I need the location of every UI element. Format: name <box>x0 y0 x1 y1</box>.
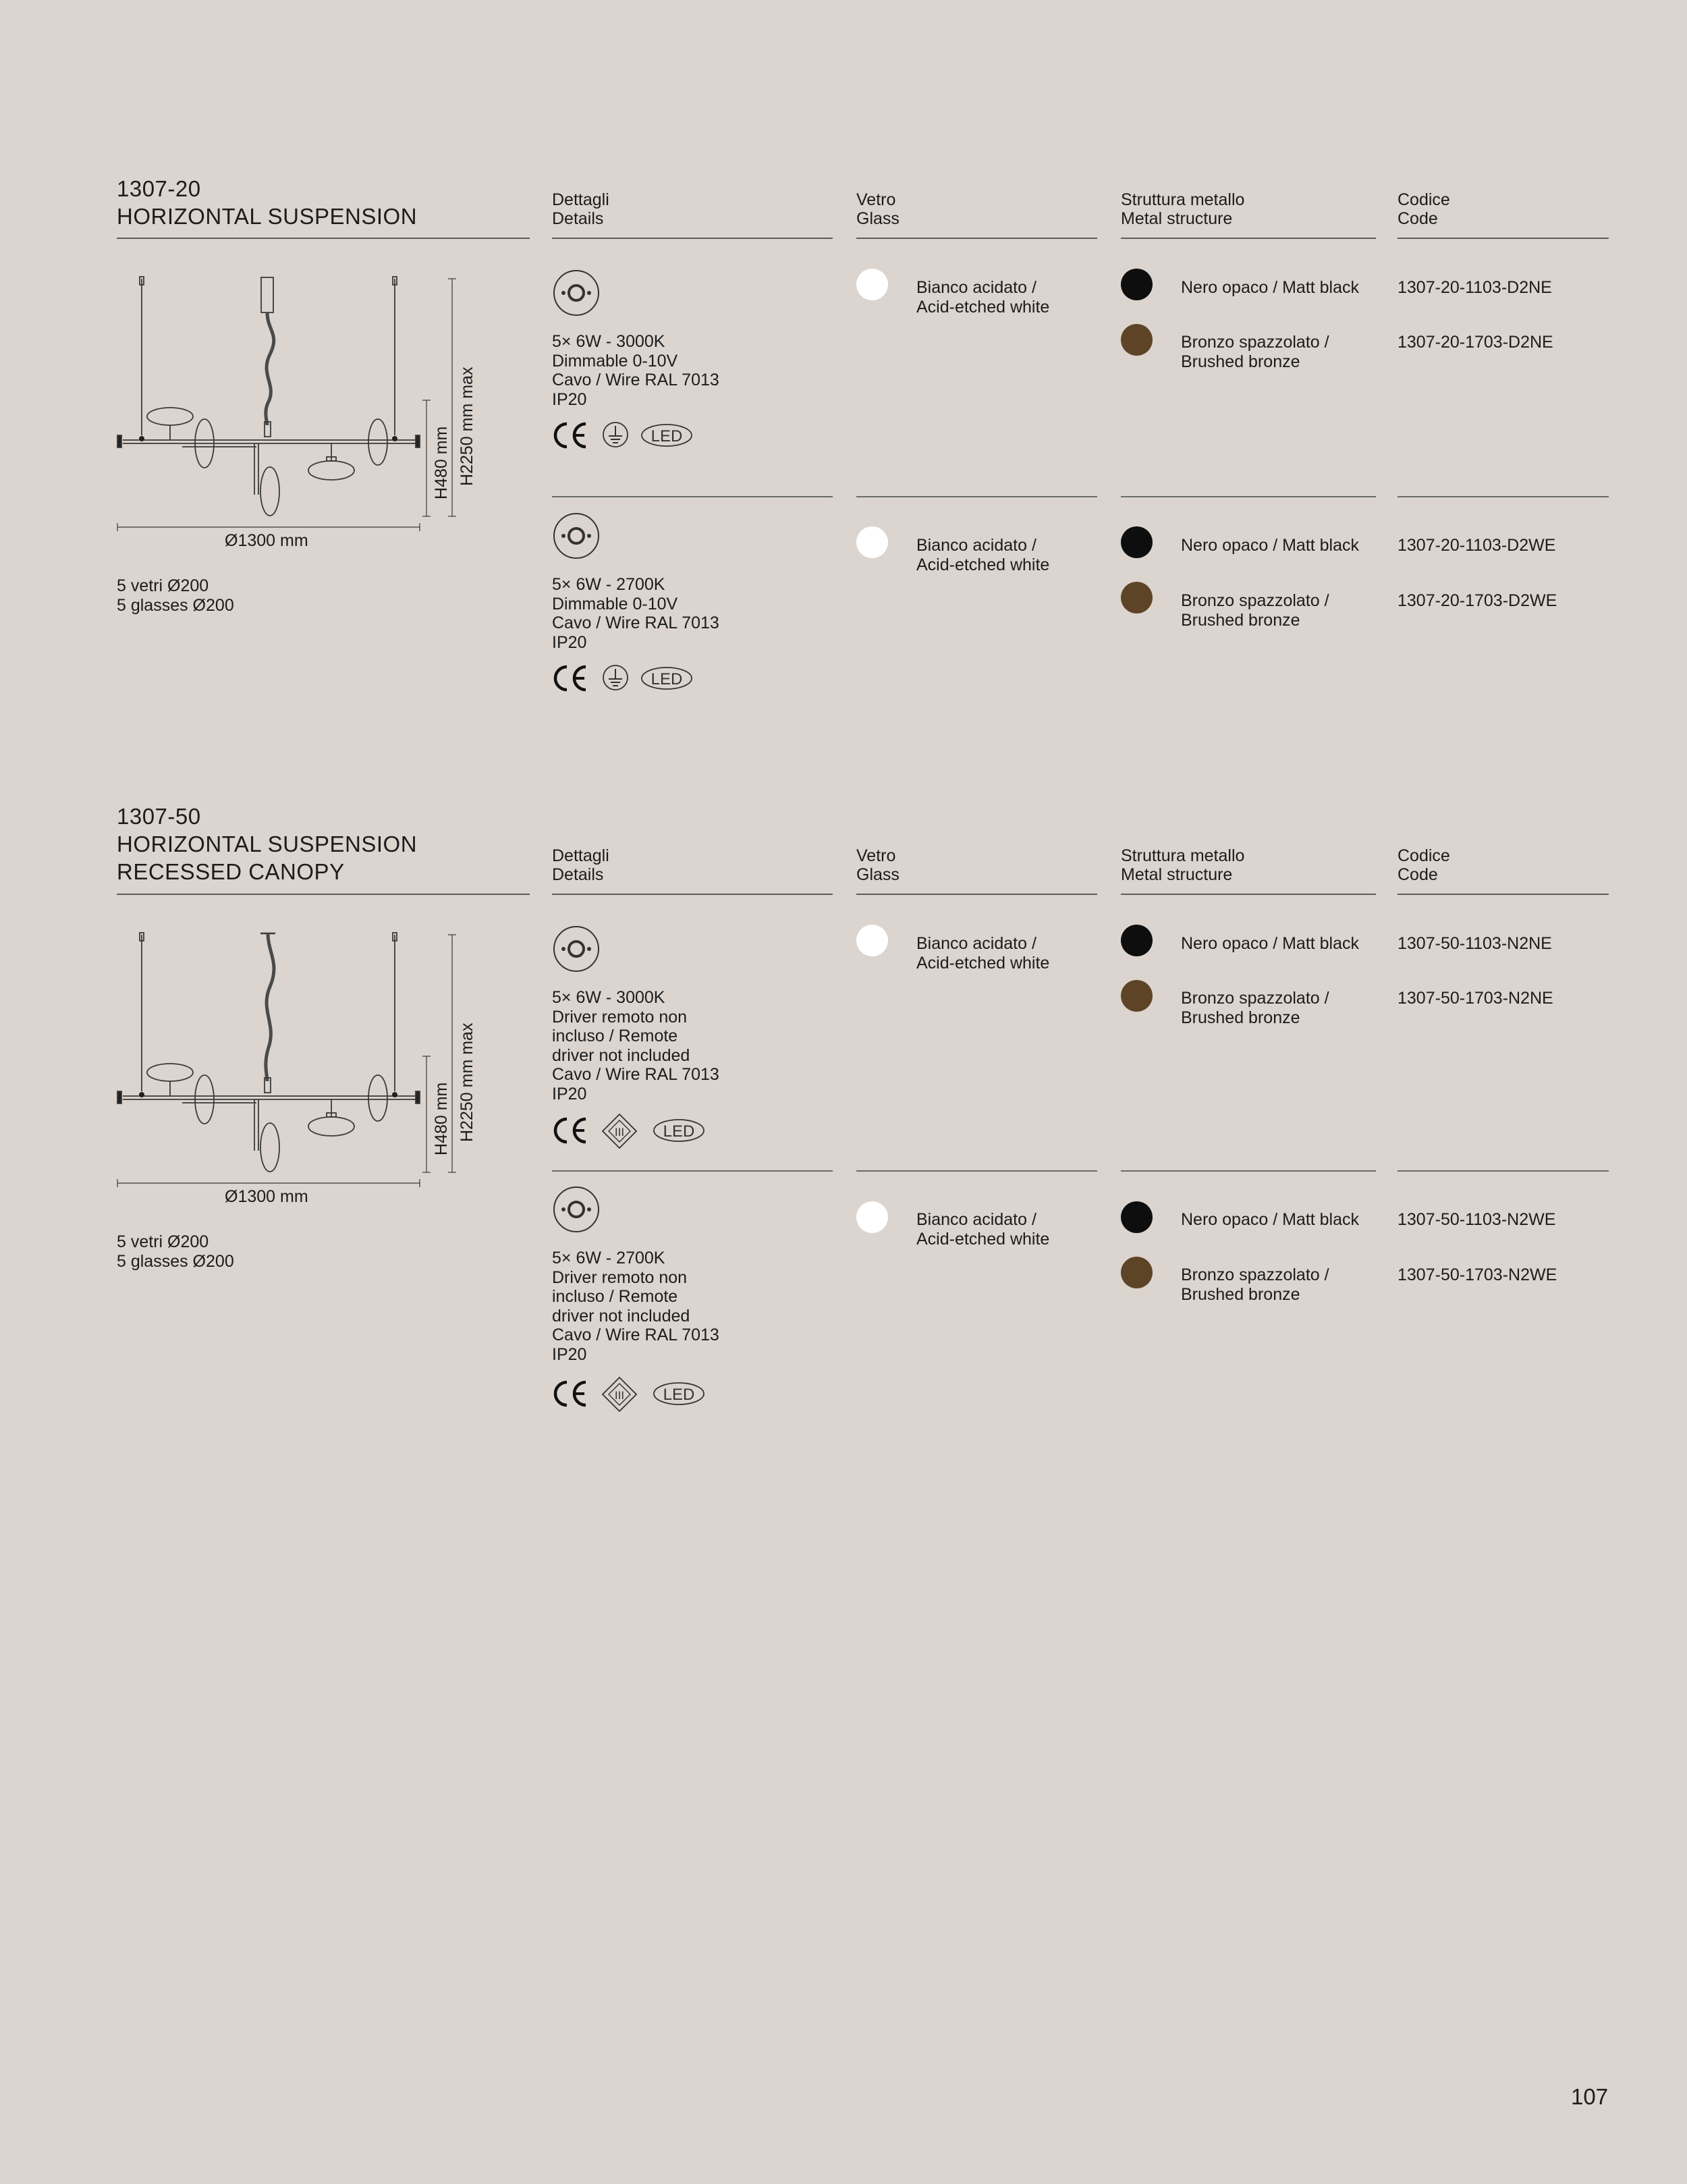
finish-label: Nero opaco / Matt black <box>1181 536 1360 555</box>
ground-symbol-icon <box>602 664 629 691</box>
glass-label: Bianco acidato / Acid-etched white <box>916 536 1050 574</box>
details-header: Dettagli Details <box>552 190 609 228</box>
led-badge-icon <box>652 1381 706 1407</box>
structure-header: Struttura metallo Metal structure <box>1121 846 1245 884</box>
finish-swatch-black <box>1121 925 1153 956</box>
product-name: HORIZONTAL SUSPENSION <box>117 831 418 856</box>
code-header: Codice Code <box>1398 190 1450 228</box>
product-code: 1307-20-1103-D2WE <box>1398 536 1556 555</box>
variant-divider <box>856 496 1097 497</box>
max-height-dimension: H2250 mm max <box>458 1022 476 1142</box>
ce-mark-icon <box>551 1115 591 1146</box>
height-dimension: H480 mm <box>432 426 451 499</box>
header-divider <box>1121 894 1376 895</box>
height-dimension: H480 mm <box>432 1082 451 1155</box>
glass-swatch-white <box>856 526 888 558</box>
details-header: Dettagli Details <box>552 846 609 884</box>
finish-swatch-black <box>1121 526 1153 558</box>
page-number: 107 <box>1571 2084 1609 2109</box>
product-code: 1307-20-1103-D2NE <box>1398 278 1552 297</box>
product-name-sub: RECESSED CANOPY <box>117 859 345 884</box>
variant-divider <box>1121 1170 1376 1172</box>
glass-header: Vetro Glass <box>856 846 900 884</box>
header-divider <box>856 238 1097 239</box>
finish-swatch-bronze <box>1121 1257 1153 1288</box>
svg-text:LED: LED <box>651 670 683 688</box>
led-badge-icon <box>652 1118 706 1143</box>
variant-divider <box>552 496 833 497</box>
ground-symbol-icon <box>602 421 629 448</box>
svg-text:LED: LED <box>663 1122 695 1141</box>
product-name: HORIZONTAL SUSPENSION <box>117 204 418 229</box>
svg-text:III: III <box>614 1389 625 1402</box>
variant-divider <box>1398 496 1609 497</box>
product-code: 1307-50-1103-N2WE <box>1398 1210 1556 1229</box>
max-height-dimension: H2250 mm max <box>458 366 476 486</box>
header-divider <box>552 238 833 239</box>
spec-list: 5× 6W - 3000K Driver remoto non incluso / Remote driver not included Cavo / Wire RAL 7013 IP20 <box>552 988 719 1103</box>
finish-label: Bronzo spazzolato / Brushed bronze <box>1181 989 1329 1027</box>
glasses-note: 5 vetri Ø200 5 glasses Ø200 <box>117 576 234 615</box>
finish-swatch-bronze <box>1121 582 1153 613</box>
title-divider <box>117 238 530 239</box>
header-divider <box>1398 894 1609 895</box>
dimmer-icon <box>552 269 601 317</box>
glass-swatch-white <box>856 1201 888 1233</box>
ce-mark-icon <box>551 663 591 694</box>
dimmer-icon <box>552 925 601 973</box>
dimmer-icon <box>552 512 601 560</box>
width-dimension: Ø1300 mm <box>225 1187 308 1206</box>
svg-text:III: III <box>614 1126 625 1139</box>
width-dimension: Ø1300 mm <box>225 531 308 550</box>
header-divider <box>1121 238 1376 239</box>
ce-mark-icon <box>551 1378 591 1409</box>
product-code: 1307-50-1703-N2NE <box>1398 989 1553 1008</box>
finish-label: Bronzo spazzolato / Brushed bronze <box>1181 333 1329 371</box>
glass-label: Bianco acidato / Acid-etched white <box>916 278 1050 317</box>
finish-label: Nero opaco / Matt black <box>1181 278 1360 297</box>
product-code-title: 1307-50 <box>117 804 201 829</box>
spec-list: 5× 6W - 3000K Dimmable 0-10V Cavo / Wire RAL 7013 IP20 <box>552 332 719 409</box>
technical-drawing <box>108 923 486 1213</box>
variant-divider <box>1121 496 1376 497</box>
led-badge-icon <box>640 665 694 691</box>
spec-list: 5× 6W - 2700K Dimmable 0-10V Cavo / Wire RAL 7013 IP20 <box>552 575 719 652</box>
finish-swatch-bronze <box>1121 980 1153 1012</box>
product-code-title: 1307-20 <box>117 176 201 201</box>
variant-divider <box>856 1170 1097 1172</box>
ce-mark-icon <box>551 420 591 451</box>
header-divider <box>856 894 1097 895</box>
title-divider <box>117 894 530 895</box>
code-header: Codice Code <box>1398 846 1450 884</box>
led-badge-icon <box>640 422 694 448</box>
finish-swatch-bronze <box>1121 324 1153 356</box>
header-divider <box>552 894 833 895</box>
class-iii-icon <box>601 1375 638 1413</box>
glass-label: Bianco acidato / Acid-etched white <box>916 1210 1050 1249</box>
svg-text:LED: LED <box>663 1386 695 1404</box>
product-code: 1307-50-1103-N2NE <box>1398 934 1552 953</box>
finish-swatch-black <box>1121 1201 1153 1233</box>
variant-divider <box>552 1170 833 1172</box>
glass-label: Bianco acidato / Acid-etched white <box>916 934 1050 973</box>
finish-label: Nero opaco / Matt black <box>1181 1210 1360 1229</box>
product-code: 1307-50-1703-N2WE <box>1398 1265 1557 1284</box>
finish-swatch-black <box>1121 269 1153 300</box>
glass-swatch-white <box>856 269 888 300</box>
finish-label: Bronzo spazzolato / Brushed bronze <box>1181 591 1329 630</box>
glass-swatch-white <box>856 925 888 956</box>
finish-label: Bronzo spazzolato / Brushed bronze <box>1181 1265 1329 1304</box>
spec-list: 5× 6W - 2700K Driver remoto non incluso / Remote driver not included Cavo / Wire RAL 7013 IP20 <box>552 1249 719 1364</box>
dimmer-icon <box>552 1185 601 1234</box>
product-code: 1307-20-1703-D2WE <box>1398 591 1557 610</box>
finish-label: Nero opaco / Matt black <box>1181 934 1360 953</box>
product-code: 1307-20-1703-D2NE <box>1398 333 1553 352</box>
structure-header: Struttura metallo Metal structure <box>1121 190 1245 228</box>
technical-drawing <box>108 267 486 557</box>
class-iii-icon <box>601 1112 638 1150</box>
header-divider <box>1398 238 1609 239</box>
glasses-note: 5 vetri Ø200 5 glasses Ø200 <box>117 1232 234 1271</box>
svg-text:LED: LED <box>651 427 683 445</box>
variant-divider <box>1398 1170 1609 1172</box>
glass-header: Vetro Glass <box>856 190 900 228</box>
